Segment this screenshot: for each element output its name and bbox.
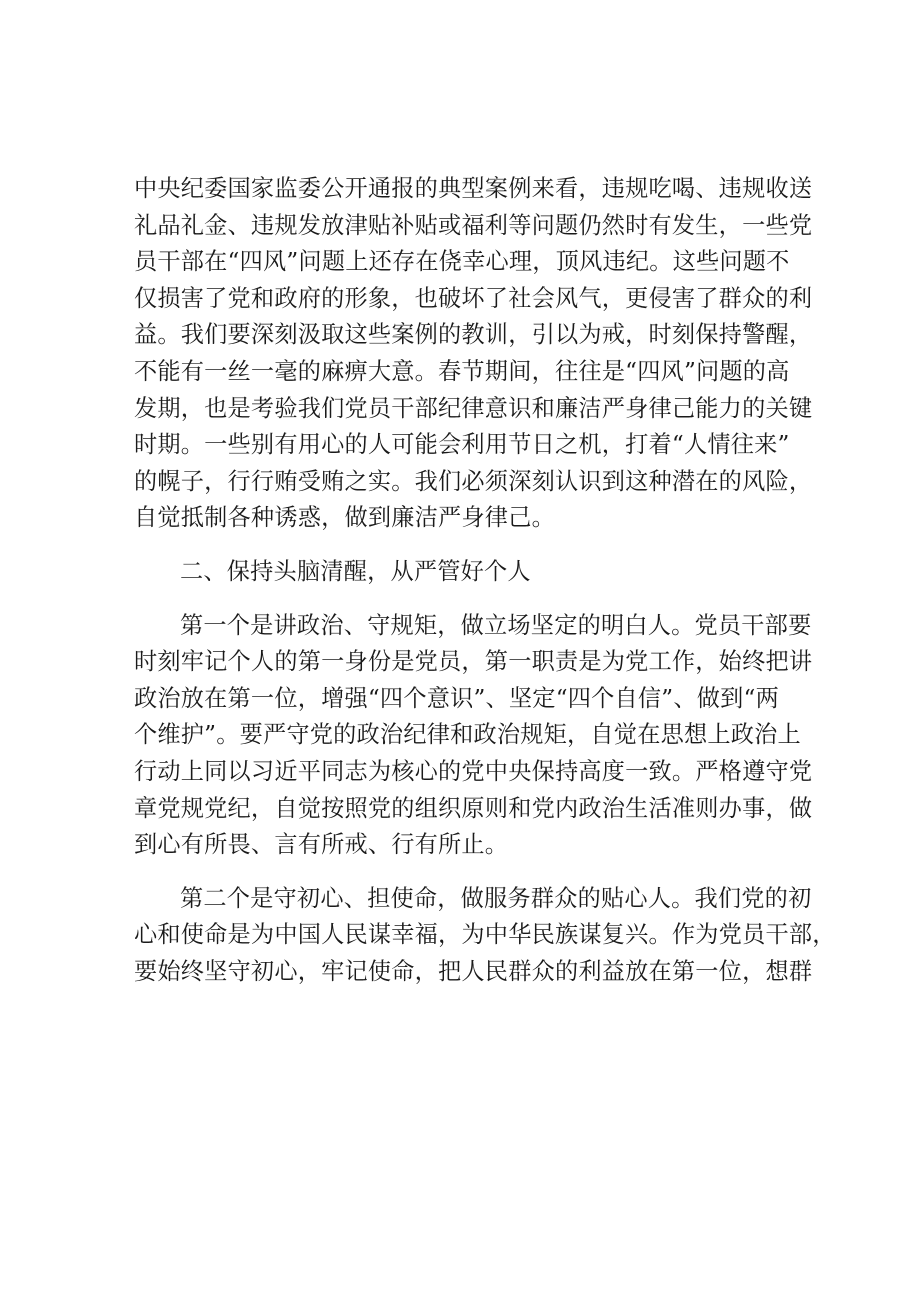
section-heading-text: 二、保持头脑清醒，从严管好个人 — [180, 557, 531, 585]
text-line: 仅损害了党和政府的形象，也破坏了社会风气，更侵害了群众的利 — [134, 284, 813, 312]
text-line: 要始终坚守初心，牢记使命，把人民群众的利益放在第一位，想群 — [134, 957, 813, 985]
text-line: 不能有一丝一毫的麻痹大意。春节期间，往往是“四风”问题的高 — [134, 357, 790, 385]
text-line: 的幌子，行行贿受贿之实。我们必须深刻认识到这种潜在的风险， — [134, 467, 813, 495]
text-line: 章党规党纪，自觉按照党的组织原则和党内政治生活准则办事，做 — [134, 794, 813, 822]
text-line: 中央纪委国家监委公开通报的典型案例来看，违规吃喝、违规收送 — [134, 175, 813, 202]
text-line: 员干部在“四风”问题上还存在侥幸心理，顶风违纪。这些问题不 — [134, 248, 790, 276]
document-body — [134, 171, 836, 990]
section-heading — [134, 554, 799, 591]
paragraph-spacer — [134, 864, 799, 881]
text-line: 到心有所畏、言有所戒、行有所止。 — [134, 831, 509, 859]
text-line: 心和使命是为中国人民谋幸福，为中华民族谋复兴。作为党员干部， — [134, 921, 836, 949]
text-line: 益。我们要深刻汲取这些案例的教训，引以为戒，时刻保持警醒， — [134, 321, 813, 349]
text-line: 发期，也是考验我们党员干部纪律意识和廉洁严身律己能力的关键 — [134, 394, 813, 422]
text-line: 时期。一些别有用心的人可能会利用节日之机，打着“人情往来” — [134, 431, 790, 459]
text-line: 第二个是守初心、担使命，做服务群众的贴心人。我们党的初 — [180, 884, 812, 912]
text-line: 政治放在第一位，增强“四个意识”、坚定“四个自信”、做到“两 — [134, 684, 779, 712]
text-line: 第一个是讲政治、守规矩，做立场坚定的明白人。党员干部要 — [180, 611, 812, 639]
text-line: 行动上同以习近平同志为核心的党中央保持高度一致。严格遵守党 — [134, 757, 813, 785]
text-line: 时刻牢记个人的第一身份是党员，第一职责是为党工作，始终把讲 — [134, 648, 813, 676]
paragraph-spacer — [134, 537, 799, 554]
paragraph-spacer — [134, 591, 799, 608]
paragraph-1 — [134, 171, 813, 537]
text-line: 个维护”。要严守党的政治纪律和政治规矩，自觉在思想上政治上 — [134, 721, 801, 749]
text-line: 礼品礼金、违规发放津贴补贴或福利等问题仍然时有发生，一些党 — [134, 211, 813, 239]
paragraph-3 — [134, 881, 836, 991]
paragraph-2 — [134, 608, 813, 864]
text-line: 自觉抵制各种诱惑，做到廉洁严身律己。 — [134, 504, 555, 532]
